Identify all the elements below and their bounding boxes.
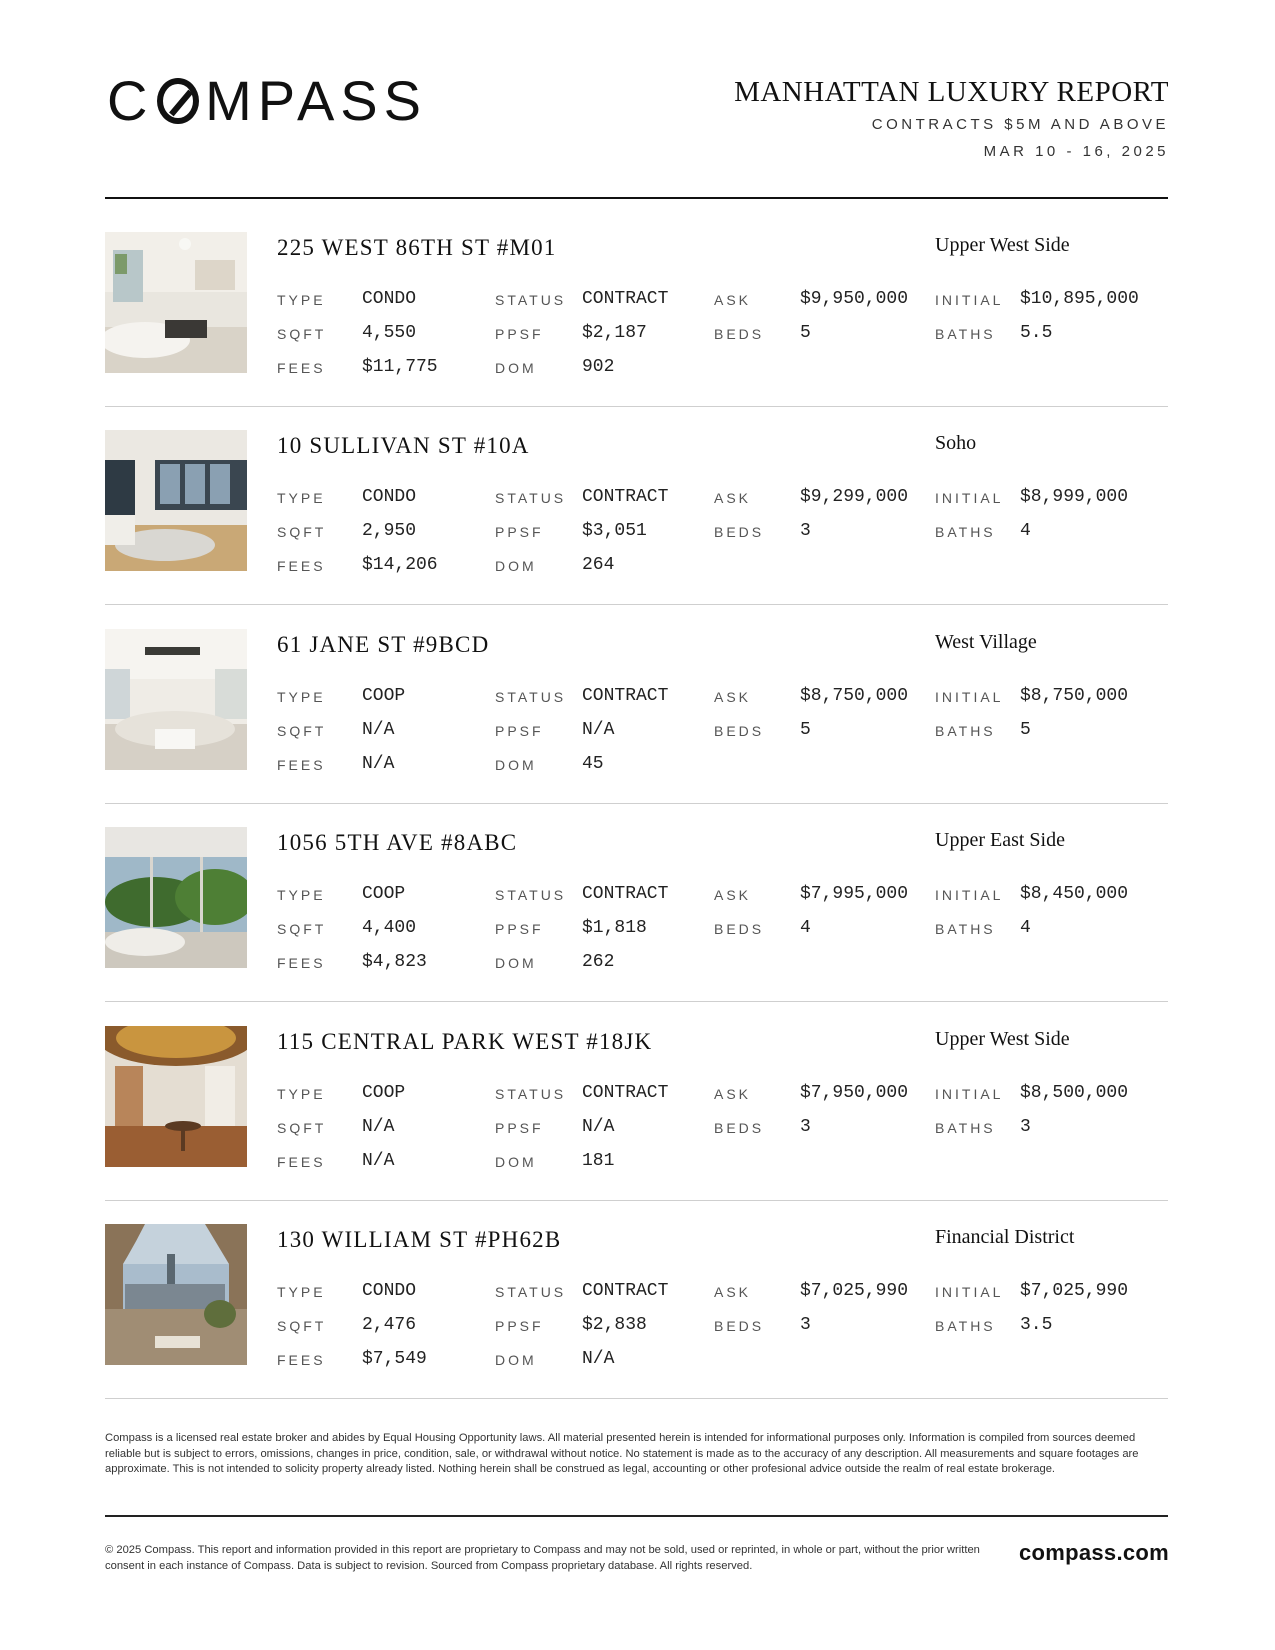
ask-value: $7,950,000 (800, 1083, 909, 1103)
baths-value: 5.5 (1020, 323, 1053, 343)
sqft-value: 2,950 (362, 521, 417, 541)
dom-value: 262 (582, 952, 615, 972)
ask-value: $9,299,000 (800, 487, 909, 507)
dom-value: 264 (582, 555, 615, 575)
initial-value: $8,750,000 (1020, 686, 1129, 706)
ppsf-value: N/A (582, 1117, 615, 1137)
ask-value: $7,025,990 (800, 1281, 909, 1301)
beds-label: BEDS (714, 1318, 765, 1334)
listing-neighborhood: Upper West Side (935, 1028, 1070, 1050)
type-value: CONDO (362, 1281, 417, 1301)
initial-label: INITIAL (935, 292, 1004, 308)
ask-label: ASK (714, 490, 752, 506)
dom-value: 45 (582, 754, 604, 774)
sqft-label: SQFT (277, 326, 327, 342)
type-value: COOP (362, 1083, 406, 1103)
initial-value: $10,895,000 (1020, 289, 1139, 309)
header-divider (105, 197, 1168, 199)
baths-label: BATHS (935, 921, 996, 937)
ppsf-label: PPSF (495, 524, 544, 540)
type-value: CONDO (362, 487, 417, 507)
status-value: CONTRACT (582, 686, 669, 706)
fees-value: $4,823 (362, 952, 427, 972)
beds-label: BEDS (714, 723, 765, 739)
ppsf-value: $1,818 (582, 918, 647, 938)
fees-value: $11,775 (362, 357, 438, 377)
type-value: COOP (362, 884, 406, 904)
fees-label: FEES (277, 1352, 326, 1368)
ppsf-label: PPSF (495, 326, 544, 342)
dom-label: DOM (495, 1154, 537, 1170)
listing-card (105, 1224, 1168, 1422)
beds-value: 3 (800, 1117, 811, 1137)
baths-label: BATHS (935, 1318, 996, 1334)
listing-photo (105, 430, 247, 571)
dom-label: DOM (495, 1352, 537, 1368)
baths-value: 4 (1020, 521, 1031, 541)
compass-logo: C MPASS (107, 69, 427, 132)
fees-label: FEES (277, 757, 326, 773)
listing-card (105, 1026, 1168, 1224)
dom-label: DOM (495, 955, 537, 971)
ppsf-value: N/A (582, 720, 615, 740)
status-value: CONTRACT (582, 884, 669, 904)
ppsf-value: $2,838 (582, 1315, 647, 1335)
baths-label: BATHS (935, 723, 996, 739)
listing-divider (105, 406, 1168, 407)
type-label: TYPE (277, 292, 326, 308)
copyright-notice: © 2025 Compass. This report and information provided in this report are proprietary to Compass and may not be sold, used or reprinted, in whole or part, without the prior written consent in each instance of Compass. Data is subject to revision. Sourced from Compass proprietary database. All rights reserved. (105, 1544, 980, 1572)
report-title: MANHATTAN LUXURY REPORT (734, 76, 1169, 108)
sqft-value: N/A (362, 1117, 395, 1137)
baths-value: 3.5 (1020, 1315, 1053, 1335)
baths-label: BATHS (935, 1120, 996, 1136)
legal-disclaimer: Compass is a licensed real estate broker and abides by Equal Housing Opportunity laws. All material presented herein is intended for informational purposes only. Information is compiled from sources deemed reliable but is subject to errors, omissions, changes in price, condition, sale, or withdrawal without notice. No statement is made as to the accuracy of any description. All measurements and square footages are approximate. This is not intended to solicity property already listed. Nothing herein shall be construed as legal, accounting or other profesional advice outside the realm of real estate brokerage. (105, 1432, 1139, 1475)
ask-label: ASK (714, 887, 752, 903)
baths-label: BATHS (935, 524, 996, 540)
initial-value: $7,025,990 (1020, 1281, 1129, 1301)
listing-address: 10 SULLIVAN ST #10A (277, 433, 530, 458)
listing-card (105, 232, 1168, 430)
fees-value: N/A (362, 1151, 395, 1171)
dom-value: 181 (582, 1151, 615, 1171)
listing-divider (105, 604, 1168, 605)
sqft-value: 4,400 (362, 918, 417, 938)
fees-value: $7,549 (362, 1349, 427, 1369)
sqft-label: SQFT (277, 524, 327, 540)
sqft-label: SQFT (277, 1318, 327, 1334)
listing-divider (105, 803, 1168, 804)
listing-divider (105, 1001, 1168, 1002)
status-value: CONTRACT (582, 487, 669, 507)
initial-value: $8,450,000 (1020, 884, 1129, 904)
sqft-value: N/A (362, 720, 395, 740)
report-subtitle: CONTRACTS $5M AND ABOVE (871, 116, 1169, 133)
type-value: CONDO (362, 289, 417, 309)
ask-value: $8,750,000 (800, 686, 909, 706)
ask-label: ASK (714, 1284, 752, 1300)
dom-value: 902 (582, 357, 615, 377)
fees-label: FEES (277, 955, 326, 971)
baths-value: 3 (1020, 1117, 1031, 1137)
beds-label: BEDS (714, 921, 765, 937)
initial-label: INITIAL (935, 1086, 1004, 1102)
sqft-value: 4,550 (362, 323, 417, 343)
sqft-label: SQFT (277, 1120, 327, 1136)
beds-label: BEDS (714, 326, 765, 342)
initial-value: $8,999,000 (1020, 487, 1129, 507)
listing-card (105, 430, 1168, 628)
ppsf-label: PPSF (495, 1318, 544, 1334)
fees-label: FEES (277, 1154, 326, 1170)
listing-neighborhood: Upper East Side (935, 829, 1065, 851)
type-value: COOP (362, 686, 406, 706)
status-label: STATUS (495, 1284, 567, 1300)
beds-label: BEDS (714, 1120, 765, 1136)
dom-label: DOM (495, 757, 537, 773)
status-label: STATUS (495, 292, 567, 308)
fees-label: FEES (277, 558, 326, 574)
ppsf-label: PPSF (495, 1120, 544, 1136)
ppsf-value: $2,187 (582, 323, 647, 343)
dom-label: DOM (495, 360, 537, 376)
listing-neighborhood: Upper West Side (935, 234, 1070, 256)
listing-photo (105, 827, 247, 968)
sqft-value: 2,476 (362, 1315, 417, 1335)
status-value: CONTRACT (582, 1281, 669, 1301)
listing-photo (105, 1026, 247, 1167)
initial-value: $8,500,000 (1020, 1083, 1129, 1103)
listing-address: 115 CENTRAL PARK WEST #18JK (277, 1029, 653, 1054)
beds-value: 5 (800, 720, 811, 740)
status-value: CONTRACT (582, 1083, 669, 1103)
listing-card (105, 827, 1168, 1025)
sqft-label: SQFT (277, 723, 327, 739)
beds-value: 3 (800, 521, 811, 541)
dom-label: DOM (495, 558, 537, 574)
footer-divider (105, 1515, 1168, 1517)
baths-value: 4 (1020, 918, 1031, 938)
status-value: CONTRACT (582, 289, 669, 309)
website-link[interactable]: compass.com (1018, 1540, 1169, 1565)
initial-label: INITIAL (935, 490, 1004, 506)
dom-value: N/A (582, 1349, 615, 1369)
initial-label: INITIAL (935, 887, 1004, 903)
listing-divider (105, 1398, 1168, 1399)
type-label: TYPE (277, 1086, 326, 1102)
listing-neighborhood: Financial District (935, 1226, 1075, 1248)
sqft-label: SQFT (277, 921, 327, 937)
ask-label: ASK (714, 1086, 752, 1102)
type-label: TYPE (277, 887, 326, 903)
ask-value: $9,950,000 (800, 289, 909, 309)
type-label: TYPE (277, 689, 326, 705)
beds-value: 3 (800, 1315, 811, 1335)
ask-value: $7,995,000 (800, 884, 909, 904)
ppsf-label: PPSF (495, 723, 544, 739)
type-label: TYPE (277, 490, 326, 506)
beds-label: BEDS (714, 524, 765, 540)
ppsf-label: PPSF (495, 921, 544, 937)
listing-photo (105, 629, 247, 770)
status-label: STATUS (495, 1086, 567, 1102)
baths-label: BATHS (935, 326, 996, 342)
ppsf-value: $3,051 (582, 521, 647, 541)
fees-label: FEES (277, 360, 326, 376)
type-label: TYPE (277, 1284, 326, 1300)
compass-o-icon (157, 78, 199, 124)
initial-label: INITIAL (935, 689, 1004, 705)
ask-label: ASK (714, 292, 752, 308)
fees-value: N/A (362, 754, 395, 774)
status-label: STATUS (495, 490, 567, 506)
beds-value: 5 (800, 323, 811, 343)
listing-divider (105, 1200, 1168, 1201)
status-label: STATUS (495, 887, 567, 903)
listing-neighborhood: West Village (935, 631, 1037, 653)
listing-address: 130 WILLIAM ST #PH62B (277, 1227, 562, 1252)
ask-label: ASK (714, 689, 752, 705)
report-date-range: MAR 10 - 16, 2025 (983, 143, 1169, 160)
listing-address: 1056 5TH AVE #8ABC (277, 830, 518, 855)
beds-value: 4 (800, 918, 811, 938)
initial-label: INITIAL (935, 1284, 1004, 1300)
listing-photo (105, 1224, 247, 1365)
listing-neighborhood: Soho (935, 432, 977, 454)
baths-value: 5 (1020, 720, 1031, 740)
listing-address: 225 WEST 86TH ST #M01 (277, 235, 557, 260)
listing-photo (105, 232, 247, 373)
status-label: STATUS (495, 689, 567, 705)
fees-value: $14,206 (362, 555, 438, 575)
listing-card (105, 629, 1168, 827)
listing-address: 61 JANE ST #9BCD (277, 632, 490, 657)
